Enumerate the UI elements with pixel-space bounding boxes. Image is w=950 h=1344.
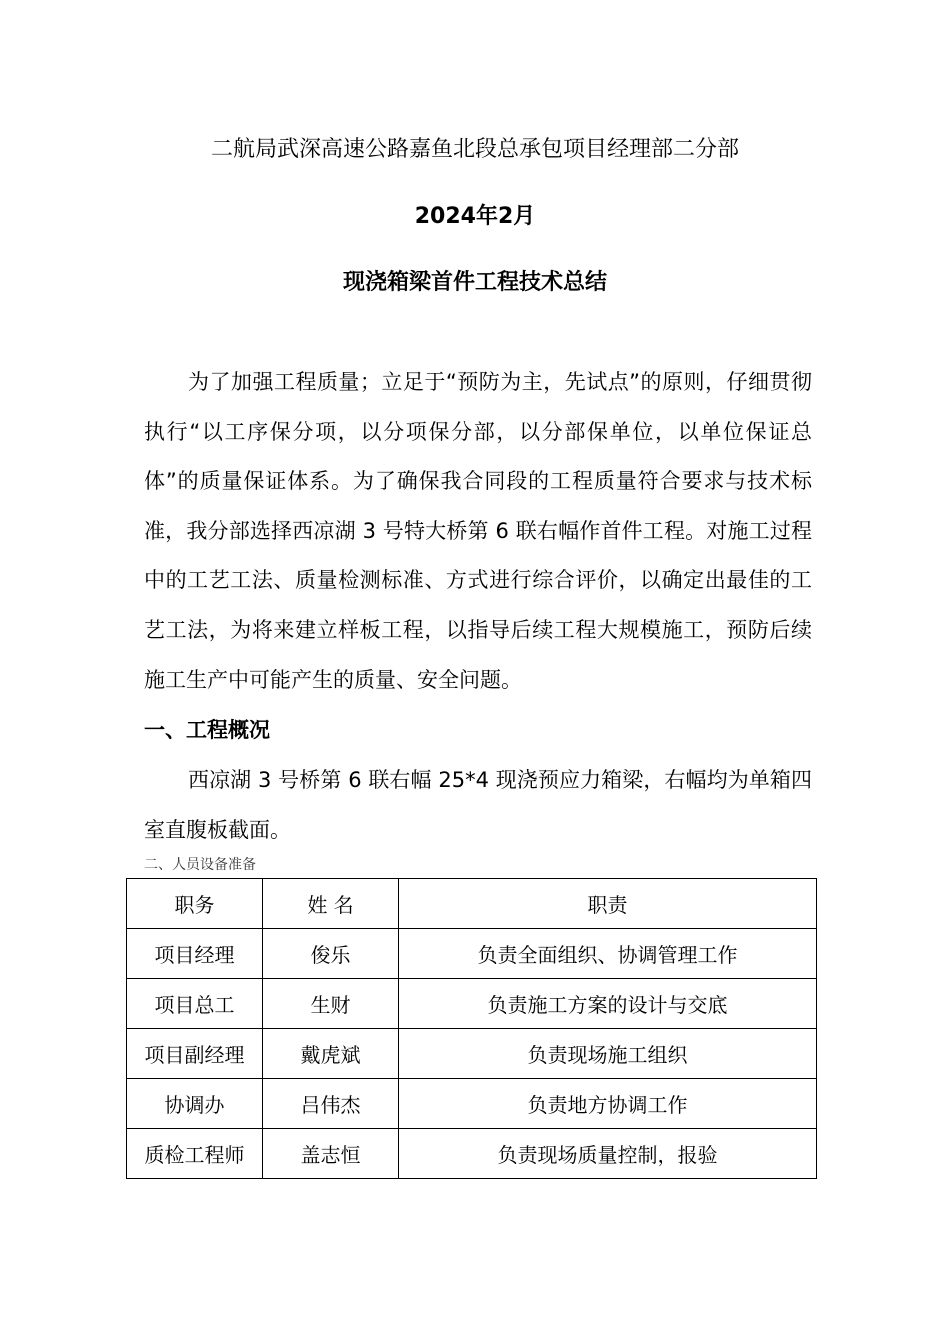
cell-name: 俊乐 <box>263 929 399 979</box>
table-header-row <box>127 879 817 929</box>
cell-duty: 负责全面组织、协调管理工作 <box>399 929 817 979</box>
table-row <box>127 1079 817 1129</box>
section-heading-overview: 一、工程概况 <box>144 718 270 742</box>
intro-paragraph: 为了加强工程质量；立足于“预防为主，先试点”的原则，仔细贯彻执行“以工序保分项，以分项保分部，以分部保单位，以单位保证总体”的质量保证体系。为了确保我合同段的工程质量符合要求与技术标准，我分部选择西凉湖 3 号特大桥第 6 联右幅作首件工程。对施工过程中的工艺工法、质量检测标准、方式进行综合评价，以确定出最佳的工艺工法，为将来建立样板工程，以指导后续工程大规模施工，预防后续施工生产中可能产生的质量、安全问题。 <box>144 370 812 692</box>
table-row <box>127 1029 817 1079</box>
overview-paragraph: 西凉湖 3 号桥第 6 联右幅 25*4 现浇预应力箱梁，右幅均为单箱四室直腹板截面。 <box>144 768 812 842</box>
cell-role: 项目副经理 <box>127 1029 263 1079</box>
cell-name: 生财 <box>263 979 399 1029</box>
cell-name: 吕伟杰 <box>263 1079 399 1129</box>
organization-name: 二航局武深高速公路嘉鱼北段总承包项目经理部二分部 <box>210 137 739 162</box>
table-row <box>127 929 817 979</box>
document-title: 现浇箱梁首件工程技术总结 <box>342 270 607 295</box>
table-row <box>127 979 817 1029</box>
header-cell-duty: 职责 <box>399 879 817 929</box>
table-caption: 二、人员设备准备 <box>144 857 256 873</box>
cell-duty: 负责施工方案的设计与交底 <box>399 979 817 1029</box>
header-cell-name: 姓 名 <box>263 879 399 929</box>
cell-role: 项目总工 <box>127 979 263 1029</box>
document-date: 2024年2月 <box>414 204 536 229</box>
cell-duty: 负责地方协调工作 <box>399 1079 817 1129</box>
header-cell-role: 职务 <box>127 879 263 929</box>
cell-name: 盖志恒 <box>263 1129 399 1179</box>
cell-role: 项目经理 <box>127 929 263 979</box>
cell-duty: 负责现场施工组织 <box>399 1029 817 1079</box>
cell-role: 协调办 <box>127 1079 263 1129</box>
cell-name: 戴虎斌 <box>263 1029 399 1079</box>
table-row <box>127 1129 817 1179</box>
staff-table <box>126 878 817 1179</box>
cell-role: 质检工程师 <box>127 1129 263 1179</box>
cell-duty: 负责现场质量控制，报验 <box>399 1129 817 1179</box>
